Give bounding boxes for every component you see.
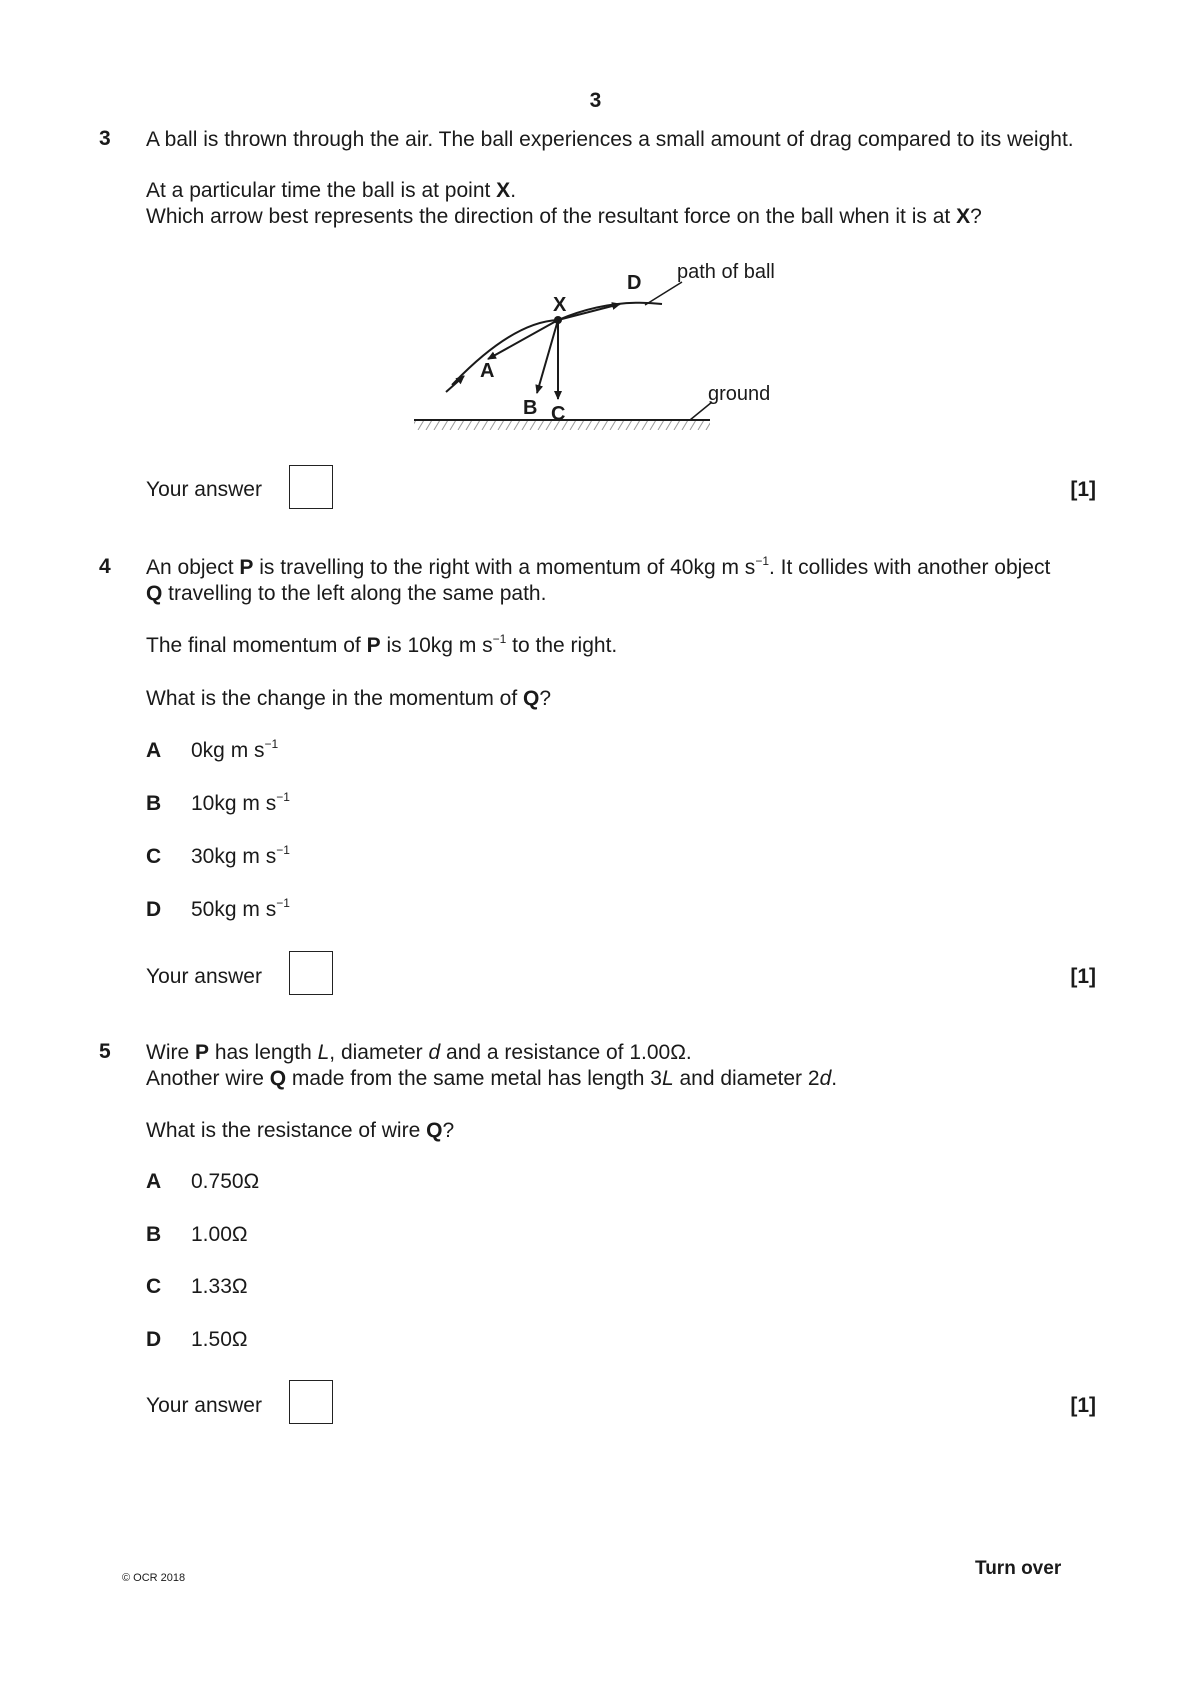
question-4-marks: [1]	[1070, 965, 1096, 988]
q5-option-b-value: 1.00Ω	[191, 1223, 248, 1246]
question-3-line2: At a particular time the ball is at point X.	[146, 179, 517, 202]
label-a: A	[480, 360, 495, 382]
label-x: X	[553, 294, 567, 316]
q4-option-c-letter: C	[146, 845, 162, 868]
q5-option-a-letter: A	[146, 1170, 162, 1193]
q5-option-b-letter: B	[146, 1223, 162, 1246]
q4-option-c-value: 30kg m $s^{-1}$	[191, 843, 290, 868]
question-4-para1: An object P is travelling to the right with a momentum of 40kg m $s^{-1}$. It collides with another object Q travelling to the left along the same path.	[146, 554, 1051, 605]
copyright-notice: © OCR 2018	[122, 1572, 186, 1584]
path-label-leader	[645, 282, 682, 305]
question-3-stem	[146, 127, 1096, 153]
question-5-prompt: What is the resistance of wire Q?	[146, 1119, 455, 1142]
label-path-of-ball: path of ball	[677, 261, 775, 283]
label-d: D	[627, 272, 642, 294]
question-5-number: 5	[99, 1040, 111, 1063]
question-5-answer-label: Your answer	[146, 1394, 262, 1417]
q4-option-b-value: 10kg m $s^{-1}$	[191, 790, 290, 815]
question-4-para2: The final momentum of P is 10kg m $s^{-1}$ to the right.	[146, 632, 618, 657]
q5-option-a-value: 0.750Ω	[191, 1170, 260, 1193]
q4-option-a-value: 0kg m $s^{-1}$	[191, 737, 279, 762]
question-3-line3: Which arrow best represents the direction of the resultant force on the ball when it is at X?	[146, 205, 982, 228]
q5-option-c-letter: C	[146, 1275, 162, 1298]
question-4-prompt: What is the change in the momentum of Q?	[146, 687, 552, 710]
q4-option-d-letter: D	[146, 898, 162, 921]
question-3-number: 3	[99, 127, 111, 150]
question-3-line1: A ball is thrown through the air. The ball experiences a small amount of drag compared to its weight.	[146, 128, 1074, 151]
question-4-answer-box[interactable]	[289, 951, 333, 995]
q5-option-c-value: 1.33Ω	[191, 1275, 248, 1298]
q5-option-d-value: 1.50Ω	[191, 1328, 248, 1351]
question-4-answer-label: Your answer	[146, 965, 262, 988]
q4-option-a-letter: A	[146, 739, 162, 762]
question-3-marks: [1]	[1070, 478, 1096, 501]
ball-path-diagram	[400, 248, 800, 438]
q4-option-b-letter: B	[146, 792, 162, 815]
turn-over-label: Turn over	[975, 1558, 1062, 1579]
q5-option-d-letter: D	[146, 1328, 162, 1351]
label-c: C	[551, 403, 566, 425]
arrow-d	[558, 304, 620, 320]
page-number: 3	[589, 89, 602, 112]
path-direction-arrow	[446, 376, 464, 392]
question-5-marks: [1]	[1070, 1394, 1096, 1417]
question-5-line2: Another wire Q made from the same metal has length 3L and diameter 2d.	[146, 1067, 838, 1090]
label-b: B	[523, 397, 538, 419]
question-4-number: 4	[99, 555, 111, 578]
q4-option-d-value: 50kg m $s^{-1}$	[191, 896, 290, 921]
question-5-answer-box[interactable]	[289, 1380, 333, 1424]
question-5-line1: Wire P has length L, diameter d and a resistance of 1.00Ω.	[146, 1041, 692, 1064]
label-ground: ground	[708, 383, 771, 405]
question-3-answer-label: Your answer	[146, 478, 262, 501]
question-3-answer-box[interactable]	[289, 465, 333, 509]
